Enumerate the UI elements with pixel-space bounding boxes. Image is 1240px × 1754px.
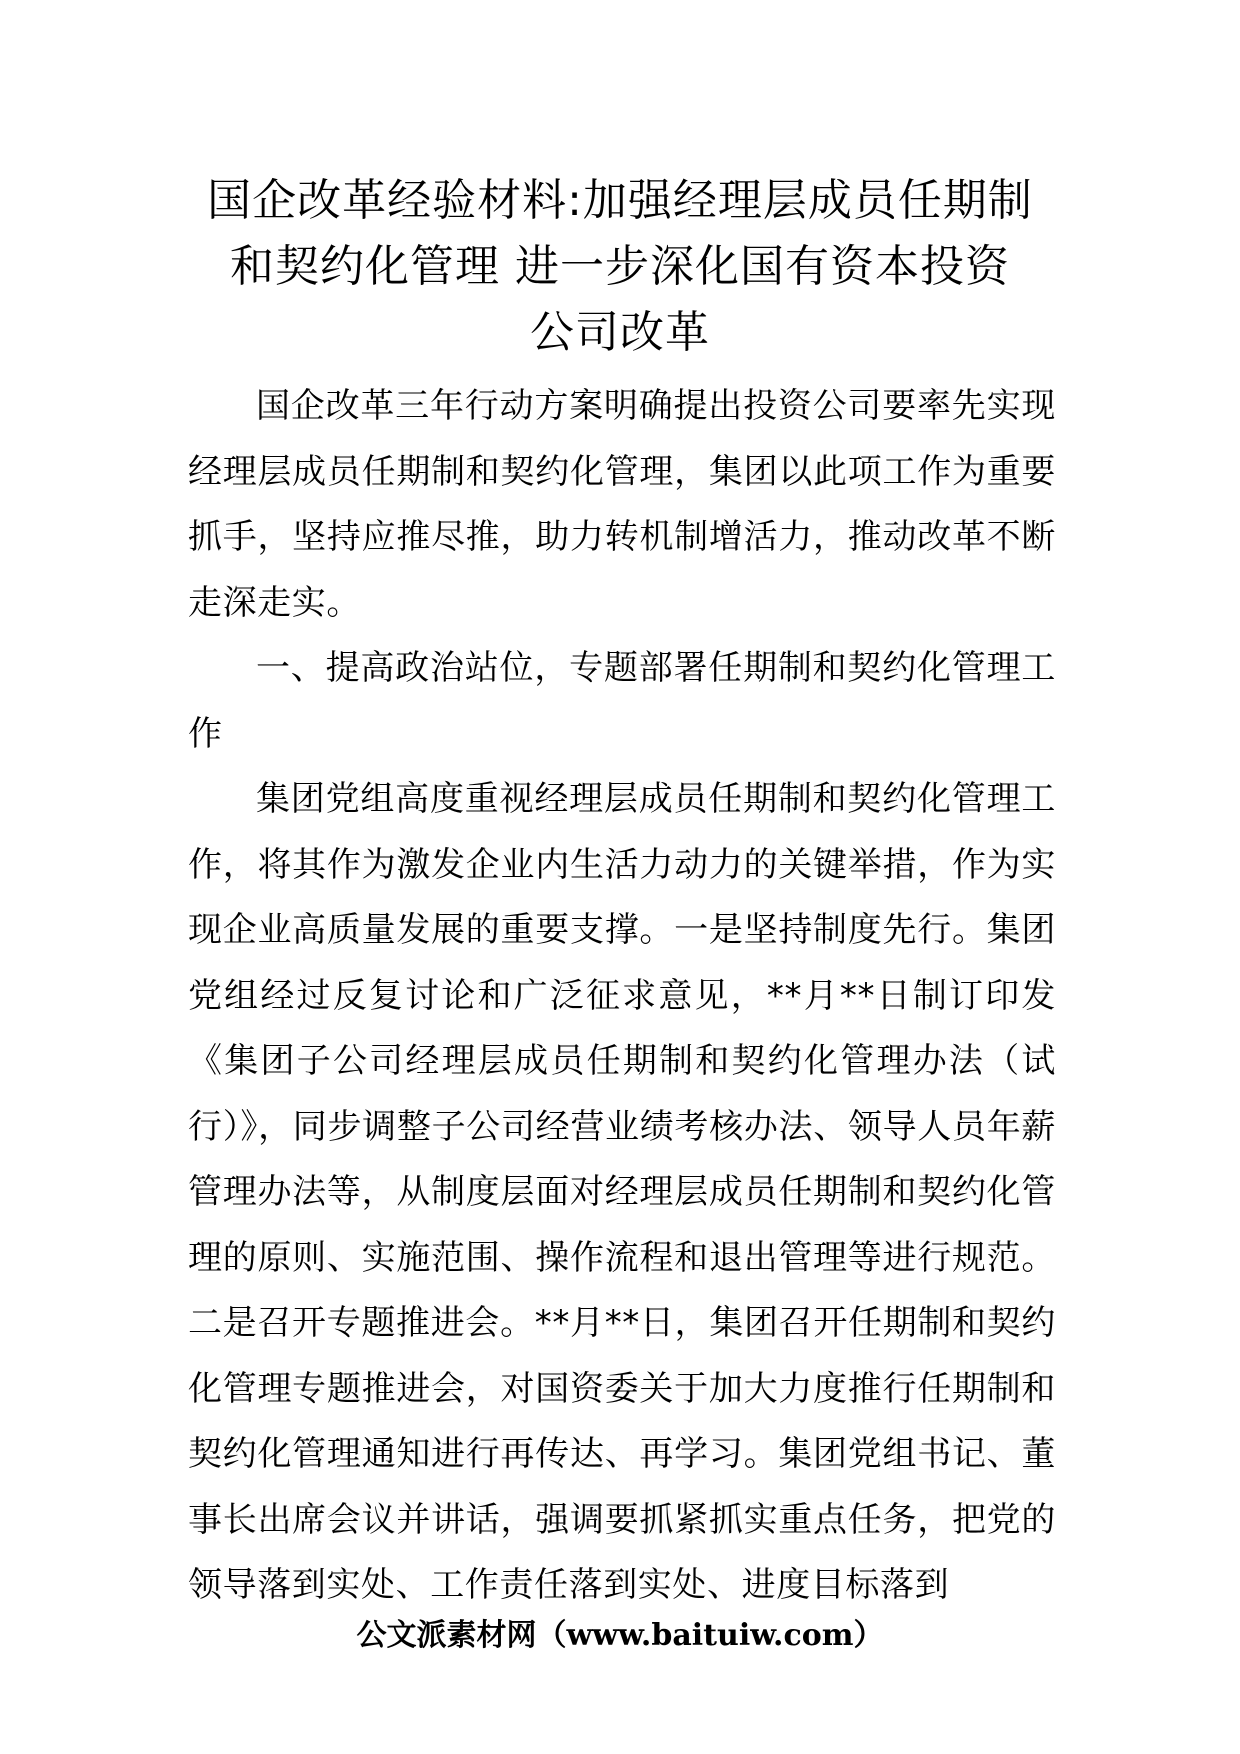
section-1-paragraph: 集团党组高度重视经理层成员任期制和契约化管理工作，将其作为激发企业内生活力动力的关键举措，作为实现企业高质量发展的重要支撑。一是坚持制度先行。集团党组经过反复讨论和广泛征求意见，**月**日制订印发《集团子公司经理层成员任期制和契约化管理办法（试行）》，同步调整子公司经营业绩考核办法、领导人员年薪管理办法等，从制度层面对经理层成员任期制和契约化管理的原则、实施范围、操作流程和退出管理等进行规范。二是召开专题推进会。**月**日，集团召开任期制和契约化管理专题推进会，对国资委关于加大力度推行任期制和契约化管理通知进行再传达、再学习。集团党组书记、董事长出席会议并讲话，强调要抓紧抓实重点任务，把党的领导落到实处、工作责任落到实处、进度目标落到: [188, 779, 1056, 1605]
section-heading-1: 一、提高政治站位，专题部署任期制和契约化管理工作: [188, 648, 1056, 754]
footer-source: 公文派素材网（www.baituiw.com）: [356, 1618, 884, 1653]
title-line-1: 国企改革经验材料:加强经理层成员任期制: [207, 175, 1033, 226]
intro-paragraph: 国企改革三年行动方案明确提出投资公司要率先实现经理层成员任期制和契约化管理，集团以此项工作为重要抓手，坚持应推尽推，助力转机制增活力，推动改革不断走深走实。: [188, 386, 1056, 623]
document-body: [188, 374, 1056, 1619]
title-line-2: 和契约化管理 进一步深化国有资本投资: [230, 241, 1010, 292]
document-title: [180, 168, 1060, 366]
title-line-3: 公司改革: [530, 307, 710, 358]
